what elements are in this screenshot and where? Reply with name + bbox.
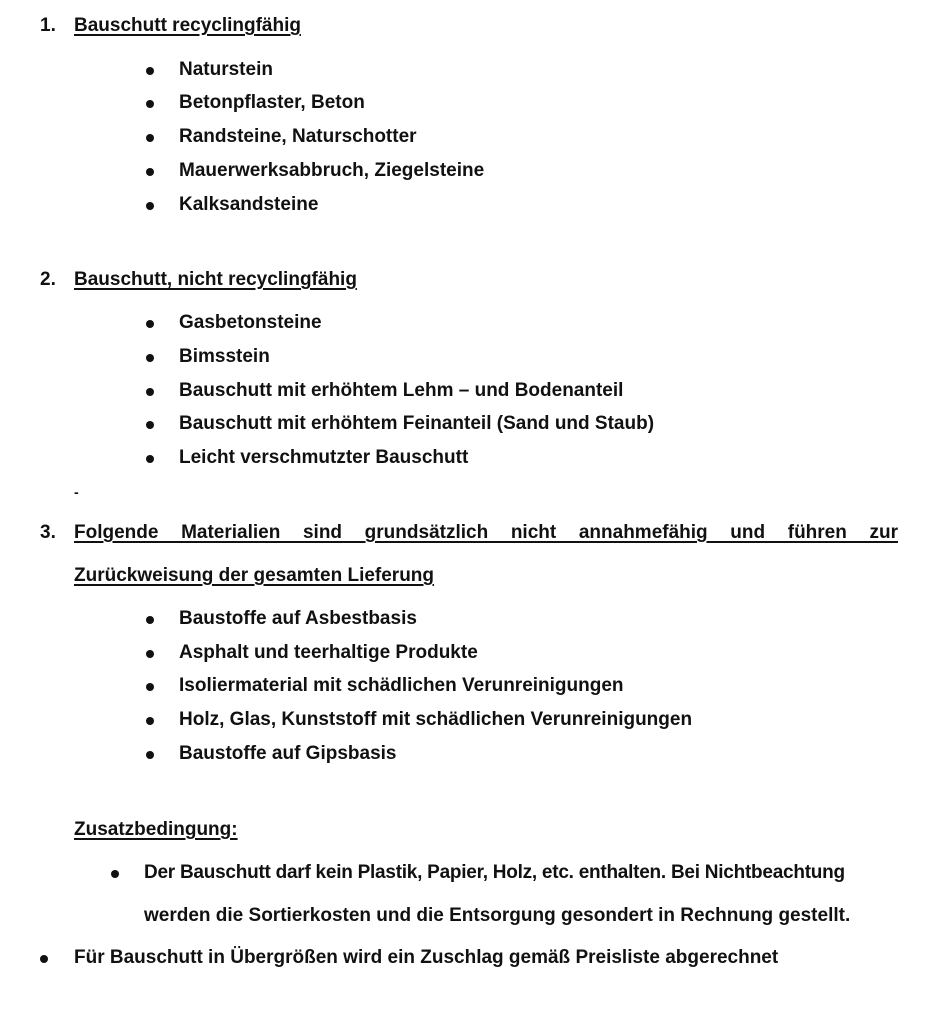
list-item: Asphalt und teerhaltige Produkte xyxy=(179,642,478,663)
list-item: Bauschutt mit erhöhtem Feinanteil (Sand und Staub) xyxy=(179,413,655,434)
list-item: Holz, Glas, Kunststoff mit schädlichen Verunreinigungen xyxy=(179,709,693,730)
bullet-icon xyxy=(146,421,154,429)
bullet-icon xyxy=(146,202,154,210)
list-item: Kalksandsteine xyxy=(179,194,319,215)
final-note: Für Bauschutt in Übergrößen wird ein Zuschlag gemäß Preisliste abgerechnet xyxy=(74,947,779,968)
list-item: Baustoffe auf Gipsbasis xyxy=(179,743,397,764)
bullet-icon xyxy=(146,751,154,759)
zusatz-item-line-1: Der Bauschutt darf kein Plastik, Papier, Holz, etc. enthalten. Bei Nichtbeachtung xyxy=(144,862,845,883)
list-item: Naturstein xyxy=(179,59,273,80)
zusatz-item-line-2: werden die Sortierkosten und die Entsorgung gesondert in Rechnung gestellt. xyxy=(144,905,851,926)
section-3-heading-text: Folgende Materialien sind grundsätzlich nicht annahmefähig und führen zur xyxy=(74,522,898,543)
dash-mark: - xyxy=(74,484,79,500)
bullet-icon xyxy=(146,388,154,396)
bullet-icon xyxy=(40,955,48,963)
bullet-icon xyxy=(146,616,154,624)
section-3-number: 3. xyxy=(40,522,56,543)
section-3-heading-line-1 xyxy=(74,521,898,545)
list-item: Mauerwerksabbruch, Ziegelsteine xyxy=(179,160,485,181)
bullet-icon xyxy=(146,354,154,362)
bullet-icon xyxy=(146,717,154,725)
list-item: Isoliermaterial mit schädlichen Verunreinigungen xyxy=(179,675,624,696)
bullet-icon xyxy=(146,455,154,463)
bullet-icon xyxy=(146,650,154,658)
list-item: Leicht verschmutzter Bauschutt xyxy=(179,447,469,468)
section-1-number: 1. xyxy=(40,15,56,36)
bullet-icon xyxy=(146,100,154,108)
bullet-icon xyxy=(146,320,154,328)
section-1-heading: Bauschutt recyclingfähig xyxy=(74,15,301,36)
list-item: Bauschutt mit erhöhtem Lehm – und Bodenanteil xyxy=(179,380,624,401)
list-item: Bimsstein xyxy=(179,346,270,367)
list-item: Randsteine, Naturschotter xyxy=(179,126,417,147)
bullet-icon xyxy=(146,134,154,142)
section-2-number: 2. xyxy=(40,269,56,290)
section-2-heading: Bauschutt, nicht recyclingfähig xyxy=(74,269,357,290)
bullet-icon xyxy=(146,168,154,176)
list-item: Betonpflaster, Beton xyxy=(179,92,365,113)
list-item: Gasbetonsteine xyxy=(179,312,322,333)
bullet-icon xyxy=(146,683,154,691)
section-3-heading-line-2: Zurückweisung der gesamten Lieferung xyxy=(74,565,435,586)
list-item: Baustoffe auf Asbestbasis xyxy=(179,608,417,629)
zusatz-heading: Zusatzbedingung: xyxy=(74,819,238,840)
bullet-icon xyxy=(111,870,119,878)
bullet-icon xyxy=(146,67,154,75)
